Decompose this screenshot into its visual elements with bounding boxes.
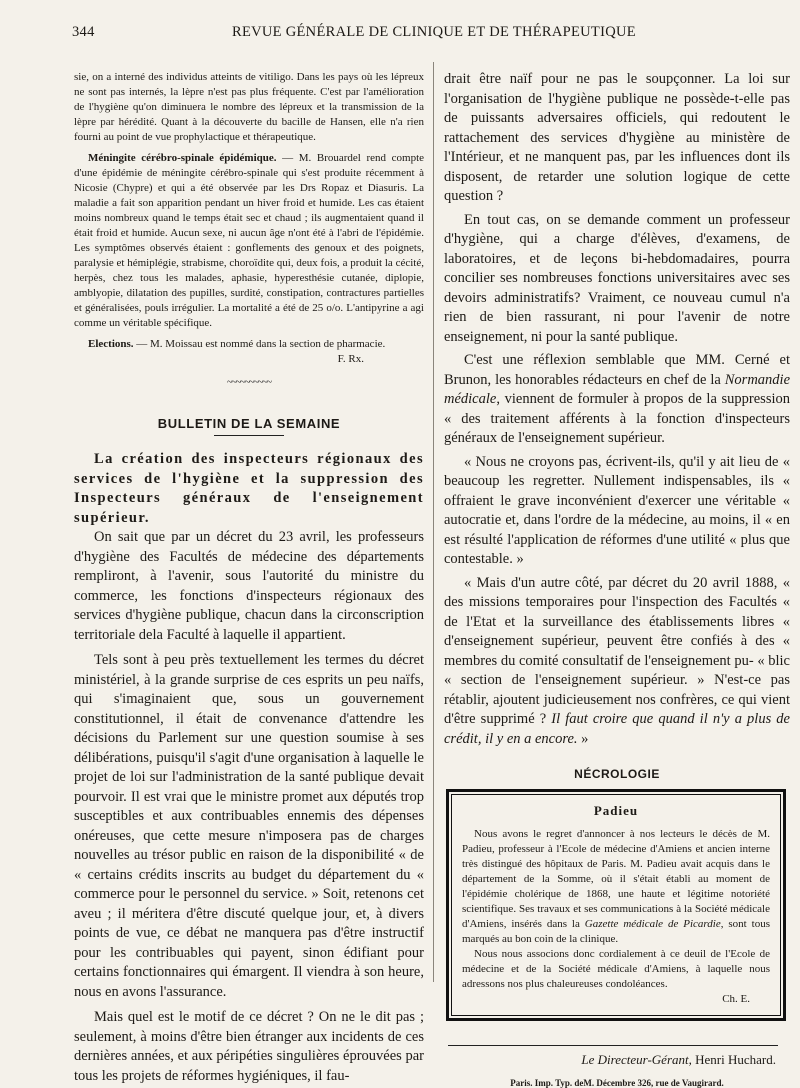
necrology-heading: NÉCROLOGIE	[574, 767, 660, 781]
article-paragraph: Tels sont à peu près textuellement les termes du décret ministériel, à la grande surprise de ces esprits un peu naïfs, qui s'imaginaient que, sous un gouvernement constitutionnel, il était de convenance d'attendre les décisions du Parlement sur une question soumise à ses délibérations, puisqu'il s'agit d'une organisation à laquelle le projet de loi sur l'administration de la santé publique devait pourvoir. Il est vrai que le ministre promet aux députés trop susceptibles et aux contribuables ennemis des dépenses onéreuses, que cette mesure n'imposera pas de charges nouvelles au trésor public en raison de la disponibilité « de « certains crédits inscrits au budget du département du « commerce pour le personnel du service. » Soit, retenons cet aveu ; il méritera d'être discuté quelque jour, et, à divers points de vue, ce débat ne manquera pas d'être instructif pour les contribuables qui payent, sinon édifiant pour certains fonctionnaires qui émargent. Il viendra à son heure, nous en avons l'assurance.	[74, 652, 424, 1000]
paragraph-text: Nous avons le regret d'annoncer à nos lecteurs le décès de M. Padieu, professeur à l'Ecole de médecine d'Amiens et ancien interne très distingué des hôpitaux de Paris. M. Padieu avait acquis dans le département de la Somme, où il s'était établi au moment de l'épidémie cholérique de 1868, une haute et légitime notoriété scientifique. Ses travaux et ses communications à la Société médicale d'Amiens, insérés dans la	[462, 828, 770, 930]
gazette-reference: Gazette médicale de Picardie	[584, 918, 721, 930]
left-column	[74, 70, 424, 1086]
paragraph-text: , viennent de formuler à propos de la suppression « des traitement afférents à la fonction d'inspecteurs généraux de l'enseignement supérieur.	[444, 391, 790, 446]
elections-paragraph	[74, 337, 424, 352]
article-continuation	[444, 70, 790, 749]
right-column	[444, 70, 790, 1088]
obituary-inner	[451, 794, 781, 1016]
paragraph-text: »	[577, 730, 589, 747]
meningitis-paragraph	[74, 151, 424, 331]
elections-title: Elections.	[88, 338, 134, 350]
meningitis-title: Méningite cérébro-spinale épidémique.	[88, 152, 277, 164]
director-line	[444, 1052, 790, 1068]
article-title: La création des inspecteurs régionaux des services de l'hygiène et la suppression des Inspecteurs généraux de l'enseignement supérieur.	[74, 451, 424, 526]
heading-rule	[214, 435, 284, 436]
article-paragraph	[444, 351, 790, 449]
ornament-divider: ~~~~~~~~~~	[226, 377, 272, 388]
meningitis-text: — M. Brouardel rend compte d'une épidémie de méningite cérébro-spinale qui s'est produite récemment à Nicosie (Chypre) et qui a été observée par les Drs Ropaz et Diasuris. La maladie a fait son apparition pendant un hiver froid et humide. Les cas étaient moins nombreux quand le temps était sec et chaud ; ils augmentaient quand il était froid et humide. Aucun sexe, ni aucun âge n'ont été à l'abri de l'épidémie. Les symptômes observés étaient : gonflements des genoux et des poignets, paralysie et hémiplégie, strabisme, choroïdite qui, deux fois, a produit la cécité, herpès, chez tous les malades, aphasie, hyperesthésie cutanée, diplopie, amblyopie, dilatation des pupilles, surdité, constipation, contractures partielles et généralisées, pouls irrégulier. La mortalité a été de 25 o/o. L'antipyrine a agi comme un véritable spécifique.	[74, 152, 425, 329]
elections-signature: F. Rx.	[337, 353, 364, 365]
director-name: Henri Huchard.	[695, 1052, 776, 1067]
page-header	[72, 24, 772, 46]
obituary-title: Padieu	[593, 803, 639, 818]
paragraph-text: , sont tous marqués au bon coin de la clinique.	[462, 918, 770, 945]
quote-emphasis: Il faut croire que quand il n'y a plus de crédit, il y en a encore.	[444, 711, 790, 747]
quote-paragraph: « Nous ne croyons pas, écrivent-ils, qu'il y ait lieu de « beaucoup les regretter. Nullement indispensables, ils « offraient le grave inconvénient d'exercer une véritable « autocratie et, dans l'ordre de la médecine, au moins, il « en est résulté l'application de réformes d'une utilité « plus que contestable. »	[444, 453, 790, 567]
news-section	[74, 70, 424, 367]
footer-rule	[448, 1045, 778, 1046]
obituary-signature: Ch. E.	[722, 993, 750, 1005]
journal-title: REVUE GÉNÉRALE DE CLINIQUE ET DE THÉRAPEUTIQUE	[232, 24, 636, 40]
quote-paragraph	[444, 574, 790, 750]
bulletin-article	[74, 450, 424, 1086]
article-paragraph: En tout cas, on se demande comment un professeur d'hygiène, qui a charge d'élèves, d'examens, de laboratoires, et de leçons bi-hebdomadaires, pourra concilier ses nombreuses fonctions universitaires avec ses devoirs administratifs? Vraiment, ce nouveau cumul n'a rien de bien rassurant, ni pour l'avenir de notre enseignement, ni pour la santé publique.	[444, 211, 790, 345]
article-paragraph: Mais quel est le motif de ce décret ? On ne le dit pas ; seulement, à moins d'être bien étranger aux incidents de ces dernières années, et aux péripéties singulières éprouvées par tous les projets de réformes hygiéniques, il fau-	[74, 1009, 424, 1084]
article-paragraph: drait être naïf pour ne pas le soupçonner. La loi sur l'organisation de l'hygiène publique ne possède-t-elle pas de puissants adversaires officiels, qui redoutent le rattachement des services d'hygiène au ministère de l'Intérieur, et ne manquent pas, par les influences dont ils disposent, de retarder une solution logique de cette question ?	[444, 71, 790, 204]
journal-reference: Normandie médicale	[444, 371, 790, 407]
elections-text: — M. Moissau est nommé dans la section de pharmacie.	[133, 338, 386, 350]
paragraph-text: « Mais d'un autre côté, par décret du 20 avril 1888, « des missions temporaires pour l'inspection des Facultés « de l'Etat et la surveillance des établissements libres « d'enseignement supérieur, peuvent être confiés à des « membres du comité consultatif de l'enseignement pu- « blic « section de l'enseignement supérieur. » N'est-ce pas rétablir, ajoutent judicieusement nos confrères, ce qui vient d'être supprimé ?	[444, 574, 790, 727]
column-divider	[433, 62, 434, 982]
paragraph-text: C'est une réflexion semblable que MM. Cerné et Brunon, les honorables rédacteurs en chef de la	[444, 352, 790, 388]
leprosy-paragraph: sie, on a interné des individus atteints de vitiligo. Dans les pays où les lépreux ne sont pas internés, la lèpre n'est pas plus fréquente. C'est par l'amélioration de l'hygiène qu'on diminuera le nombre des lépreux et la transmission de la lèpre par hérédité. Quant à la découverte du bacille de Hansen, elle n'a rien fourni au point de vue prophylactique et thérapeutique.	[74, 71, 424, 143]
bulletin-heading: BULLETIN DE LA SEMAINE	[157, 416, 341, 431]
director-label: Le Directeur-Gérant,	[581, 1052, 692, 1067]
article-paragraph: On sait que par un décret du 23 avril, les professeurs d'hygiène des Facultés de médecine des départements rempliront, à l'avenir, sous l'autorité du ministre du commerce, les fonctions d'inspecteurs régionaux des services d'hygiène publique, chacun dans la circonscription territoriale dela Faculté à laquelle il appartient.	[74, 529, 424, 643]
obituary-paragraph	[462, 827, 770, 947]
page-number: 344	[72, 24, 95, 40]
obituary-paragraph: Nous nous associons donc cordialement à ce deuil de l'Ecole de médecine et de la Société médicale d'Amiens, à laquelle nous adressons nos plus chaleureuses condoléances.	[462, 948, 770, 990]
obituary-box	[446, 789, 786, 1021]
printer-imprint: Paris. Imp. Typ. deM. Décembre 326, rue de Vaugirard.	[510, 1078, 724, 1088]
